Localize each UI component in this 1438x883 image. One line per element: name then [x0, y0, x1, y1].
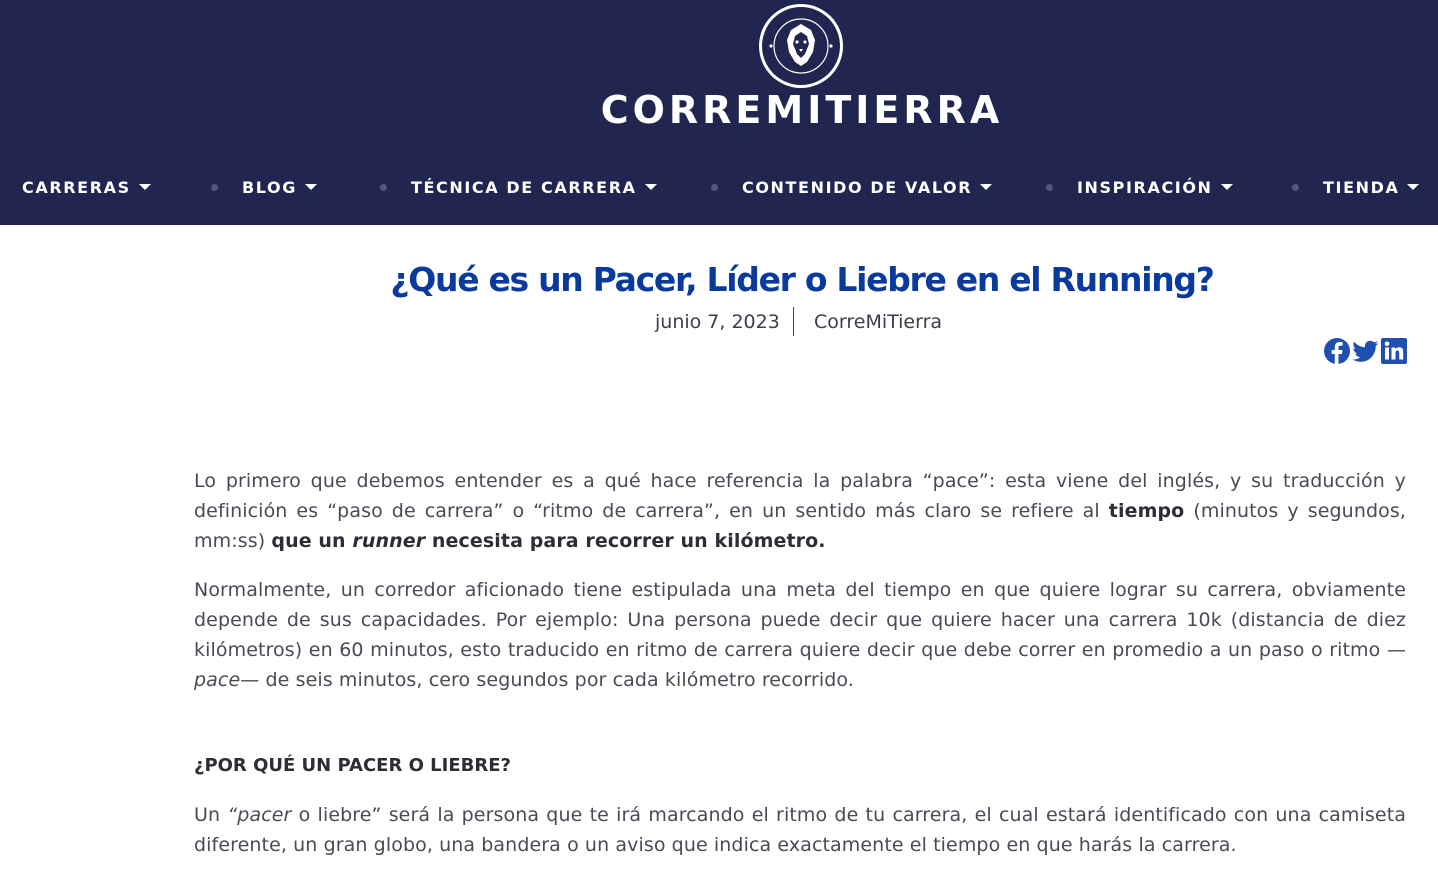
nav-item-label: TIENDA [1323, 177, 1400, 197]
nav-item-label: BLOG [242, 177, 297, 197]
paragraph-text: Un [194, 804, 228, 826]
nav-separator-dot [711, 184, 718, 191]
main-navigation [0, 168, 1438, 206]
nav-item-label: CONTENIDO DE VALOR [742, 177, 973, 197]
paragraph-text: — de seis minutos, cero segundos por cada kilómetro recorrido. [240, 669, 854, 691]
nav-item-contenido-de-valor[interactable] [742, 168, 992, 206]
section-heading: ¿POR QUÉ UN PACER O LIEBRE? [194, 755, 511, 776]
nav-item-blog[interactable] [242, 168, 317, 206]
article-paragraph [194, 800, 1406, 860]
caret-down-icon [1407, 184, 1419, 190]
article-body [194, 466, 1406, 879]
lion-logo-icon[interactable] [757, 2, 845, 90]
nav-item-carreras[interactable] [22, 168, 151, 206]
nav-separator-dot [1046, 184, 1053, 191]
caret-down-icon [305, 184, 317, 190]
nav-separator-dot [211, 184, 218, 191]
bold-text-part: necesita para recorrer un kilómetro. [425, 530, 826, 552]
nav-item-tienda[interactable] [1323, 168, 1419, 206]
italic-text: pace [194, 669, 241, 691]
paragraph-text: Normalmente, un corredor aficionado tiene estipulada una meta del tiempo en que quiere lograr su carrera, obviamente depende de sus capacidades. Por ejemplo: Una persona puede decir que quiere hacer una carrera 10k (distancia de diez kilómetros) en 60 minutos, esto traducido en ritmo de carrera quiere decir que debe correr en promedio a un paso o ritmo — [194, 579, 1406, 661]
bold-text: tiempo [1108, 500, 1185, 522]
paragraph-text: Lo primero que debemos entender es a qué hace referencia la palabra “pace”: esta viene del inglés, y su traducción y definición es “paso de carrera” o “ritmo de carrera”, en un sentido más claro se refiere al [194, 470, 1406, 522]
caret-down-icon [645, 184, 657, 190]
caret-down-icon [139, 184, 151, 190]
post-title: ¿Qué es un Pacer, Líder o Liebre en el Running? [390, 260, 1214, 299]
meta-divider [793, 307, 794, 336]
linkedin-icon[interactable] [1380, 337, 1408, 365]
italic-text: “pacer [227, 804, 292, 826]
nav-item-tecnica-de-carrera[interactable] [411, 168, 657, 206]
nav-item-label: CARRERAS [22, 177, 131, 197]
italic-text: runner [352, 530, 426, 552]
nav-separator-dot [380, 184, 387, 191]
article-paragraph [194, 575, 1406, 695]
facebook-icon[interactable] [1323, 337, 1351, 365]
bold-text [271, 530, 825, 552]
twitter-icon[interactable] [1351, 337, 1379, 365]
caret-down-icon [1221, 184, 1233, 190]
post-author[interactable]: CorreMiTierra [814, 311, 943, 333]
paragraph-text: (minutos y segundos, mm:ss) [194, 500, 1406, 552]
nav-item-inspiracion[interactable] [1077, 168, 1233, 206]
site-header [0, 0, 1438, 225]
nav-item-label: TÉCNICA DE CARRERA [411, 177, 637, 197]
post-date[interactable]: junio 7, 2023 [655, 311, 780, 333]
nav-item-label: INSPIRACIÓN [1077, 177, 1213, 197]
nav-separator-dot [1292, 184, 1299, 191]
paragraph-text: o liebre” será la persona que te irá marcando el ritmo de tu carrera, el cual estará identificado con una camiseta diferente, un gran globo, una bandera o un aviso que indica exactamente el tiempo en que harás la carrera. [194, 804, 1406, 856]
brand-wordmark[interactable]: CORREMITIERRA [600, 88, 1004, 132]
article-paragraph [194, 466, 1406, 556]
bold-text-part: que un [271, 530, 353, 552]
caret-down-icon [980, 184, 992, 190]
